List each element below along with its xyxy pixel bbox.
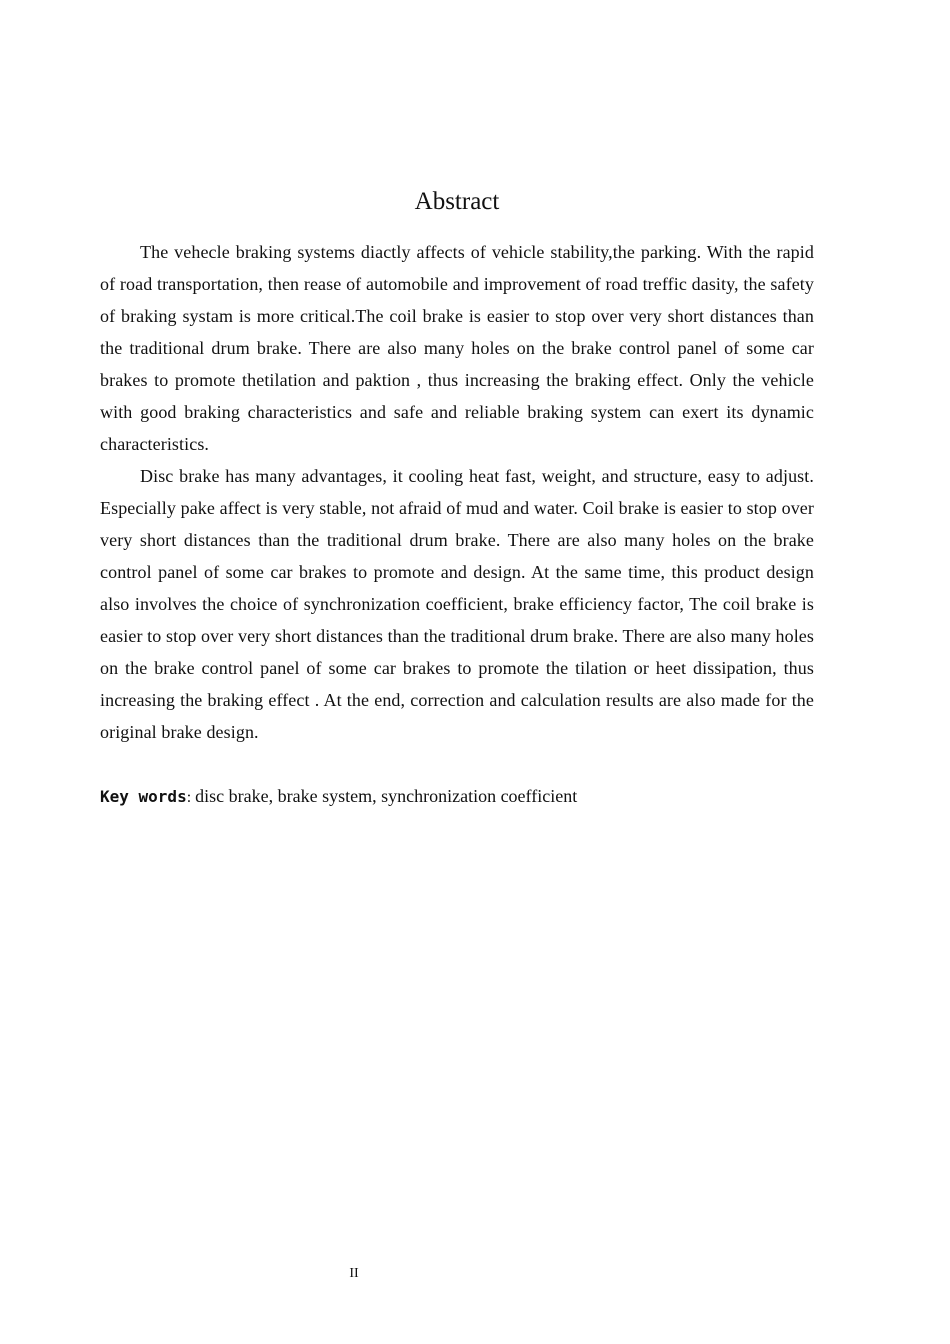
abstract-paragraph-2: Disc brake has many advantages, it cooling heat fast, weight, and structure, easy to adjust. Especially pake affect is very stable, not afraid of mud and water. Coil brake is easier to stop over very short distances than the traditional drum brake. There are also many holes on the brake control panel of some car brakes to promote and design. At the same time, this product design also involves the choice of synchronization coefficient, brake efficiency factor, The coil brake is easier to stop over very short distances than the traditional drum brake. There are also many holes on the brake control panel of some car brakes to promote the tilation or heet dissipation, thus increasing the braking effect . At the end, correction and calculation results are also made for the original brake design. [100,466,814,742]
page-number: II [349,1266,359,1281]
keywords-label: Key words [100,787,187,806]
abstract-body [100,236,814,748]
abstract-title: Abstract [414,188,500,215]
keywords-text: disc brake, brake system, synchronization coefficient [195,786,578,806]
abstract-paragraph-1: The vehecle braking systems diactly affects of vehicle stability,the parking. With the rapid of road transportation, then rease of automobile and improvement of road treffic dasity, the safety of braking systam is more critical.The coil brake is easier to stop over very short distances than the traditional drum brake. There are also many holes on the brake control panel of some car brakes to promote thetilation and paktion , thus increasing the braking effect. Only the vehicle with good braking characteristics and safe and reliable braking system can exert its dynamic characteristics. [100,242,814,454]
keywords-line [100,780,814,814]
keywords-separator: : [186,789,192,806]
